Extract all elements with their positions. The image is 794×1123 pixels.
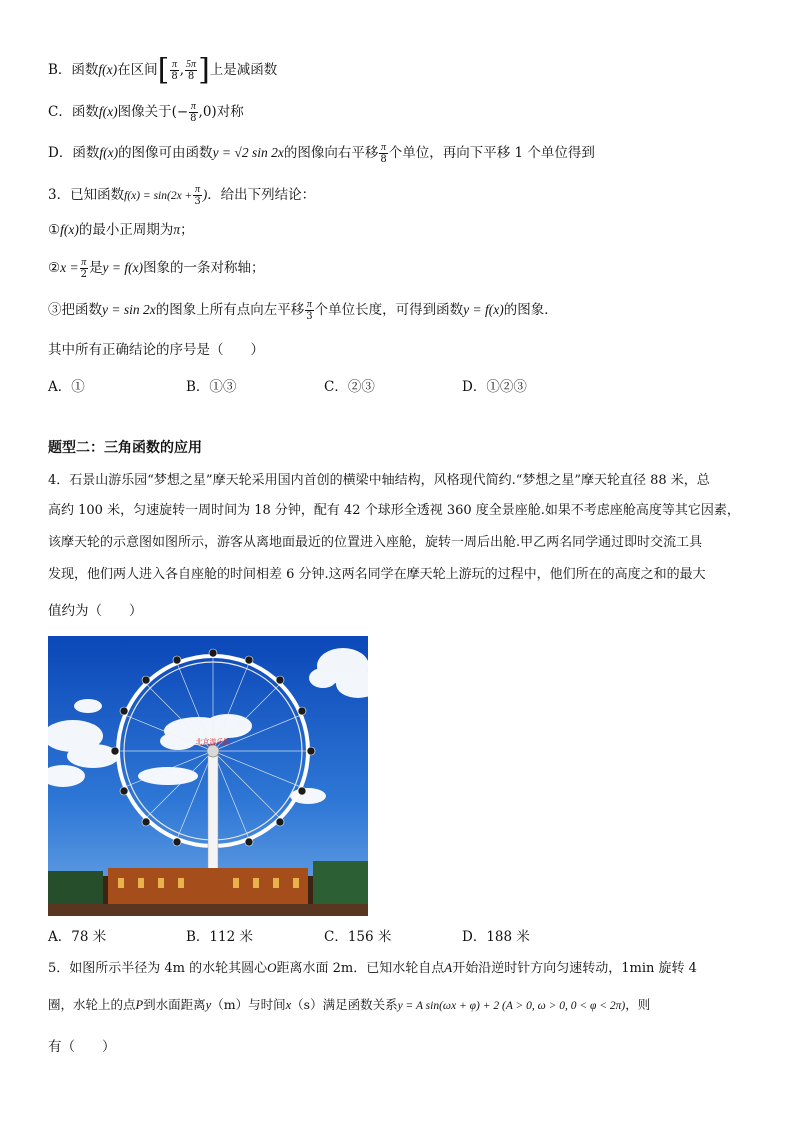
fraction-denominator: 3 xyxy=(194,196,201,207)
q3-stem-suffix: ．给出下列结论： xyxy=(207,187,316,203)
q3-option-d[interactable]: D．①②③ xyxy=(462,379,527,395)
q3-stem-expr: f(x) = sin(2x + xyxy=(124,190,193,202)
q3-c2-expr: x = xyxy=(60,260,79,275)
q4-option-d[interactable]: D．188 米 xyxy=(462,929,530,945)
q5-text-1b: 距离水面 2m．已知水轮自点 xyxy=(276,961,445,976)
fraction-numerator: 5π xyxy=(186,59,197,70)
q3-c3-expr2: y = f(x) xyxy=(463,302,504,317)
q3-c3-text3: 个单位长度，可得到函数 xyxy=(314,302,464,318)
q5-text-2b: 到水面距离 xyxy=(143,997,206,1012)
ferris-wheel-illustration xyxy=(48,636,368,916)
q2-option-b xyxy=(48,52,278,88)
q5-point-o: O xyxy=(267,960,277,975)
fraction-denominator: 8 xyxy=(190,113,197,124)
q3-option-a[interactable]: A．① xyxy=(48,379,85,395)
q3-c3-expr1: y = sin 2x xyxy=(102,302,156,317)
comma: , xyxy=(179,62,185,78)
fraction-denominator: 2 xyxy=(80,269,87,280)
q3-options xyxy=(48,377,600,397)
q3-conclusion-1 xyxy=(48,220,194,240)
fraction xyxy=(379,142,387,165)
fraction xyxy=(170,59,178,82)
q2-option-c-prefix: C．函数 xyxy=(48,104,99,120)
q5-text-1c: 开始沿逆时针方向匀速转动，1min 旋转 4 xyxy=(452,961,697,976)
fraction-numerator: π xyxy=(194,184,200,195)
q3-conclusion-3 xyxy=(48,299,558,322)
fraction-denominator: 3 xyxy=(306,311,313,322)
q2-option-c-point-open: (− xyxy=(171,104,189,120)
ferris-wheel-photo xyxy=(48,636,368,916)
q2-option-c-mid: 图像关于 xyxy=(117,104,172,120)
q5-var-x: x xyxy=(285,998,292,1012)
q3-stem xyxy=(48,184,315,207)
q3-c1-end: ； xyxy=(180,222,194,238)
q2-option-d-mid2: 的图像向右平移 xyxy=(283,145,379,161)
fraction xyxy=(80,257,88,280)
q3-c3-text2: 的图象上所有点向左平移 xyxy=(155,302,305,318)
q2-option-d-suffix: 个单位，再向下平移 1 个单位得到 xyxy=(388,145,595,161)
q2-option-d-mid: 的图像可由函数 xyxy=(118,145,213,161)
q2-option-d-func: f(x) xyxy=(99,145,119,160)
q3-stem-prefix: 3．已知函数 xyxy=(48,187,125,203)
fraction xyxy=(305,299,313,322)
q2-option-b-func: f(x) xyxy=(98,62,118,77)
q2-option-c-suffix: 对称 xyxy=(216,104,244,120)
q3-c2-mid: 是 xyxy=(88,260,103,276)
fraction-denominator: 8 xyxy=(187,71,195,82)
fraction xyxy=(189,101,197,124)
q2-option-b-suffix: 上是减函数 xyxy=(209,62,278,78)
q3-option-c[interactable]: C．②③ xyxy=(324,379,375,395)
q4-line-3: 该摩天轮的示意图如图所示，游客从离地面最近的位置进入座舱，旋转一周后出舱.甲乙两名同学通过即时交流工具 xyxy=(48,535,703,550)
q5-point-a: A xyxy=(444,960,453,975)
q3-c3-text1: 把函数 xyxy=(61,302,102,318)
q3-c3-text4: 的图象． xyxy=(503,302,558,318)
q4-option-b[interactable]: B．112 米 xyxy=(186,929,253,945)
q2-option-b-mid: 在区间 xyxy=(117,62,158,78)
fraction xyxy=(185,59,197,82)
q3-conclusion-2 xyxy=(48,257,265,280)
q5-point-p: P xyxy=(135,998,144,1012)
q5-text-2a: 圈，水轮上的点 xyxy=(48,997,136,1012)
fraction-numerator: π xyxy=(172,59,178,70)
circled-number: ② xyxy=(48,260,61,276)
q5-text-2c: （m）与时间 xyxy=(211,997,286,1012)
q2-option-b-prefix: B．函数 xyxy=(48,62,99,78)
q4-line-2: 高约 100 米，匀速旋转一周时间为 18 分钟，配有 42 个球形全透视 360 度全景座舱.如果不考虑座舱高度等其它因素， xyxy=(48,503,740,518)
section-heading: 题型二：三角函数的应用 xyxy=(48,440,202,456)
q4-option-c[interactable]: C．156 米 xyxy=(324,929,392,945)
q3-c2-expr2: y = f(x) xyxy=(102,260,144,275)
circled-number: ① xyxy=(48,222,61,238)
photo-sign: 北京游乐园 xyxy=(195,738,231,746)
open-bracket: [ xyxy=(157,52,170,88)
q3-c1-expr: f(x) xyxy=(60,222,79,237)
q3-c2-text: 图象的一条对称轴； xyxy=(143,260,265,276)
q3-ask: 其中所有正确结论的序号是（ ） xyxy=(48,342,264,358)
q3-option-b[interactable]: B．①③ xyxy=(186,379,237,395)
q5-var-y: y xyxy=(205,998,212,1012)
fraction-denominator: 8 xyxy=(380,154,387,165)
q4-line-5: 值约为（ ） xyxy=(48,603,143,619)
circled-number: ③ xyxy=(48,302,62,318)
q3-c1-text: 的最小正周期为 xyxy=(78,222,174,238)
q4-options xyxy=(48,927,600,947)
q2-option-d-prefix: D．函数 xyxy=(48,145,100,161)
q2-option-d-expr: y = √2 sin 2x xyxy=(212,145,284,160)
q5-text-1a: 5．如图所示半径为 4m 的水轮其圆心 xyxy=(48,961,268,976)
q4-line-4: 发现，他们两人进入各自座舱的时间相差 6 分钟.这两名同学在摩天轮上游玩的过程中，他们所在的高度之和的最大 xyxy=(48,567,706,582)
q2-option-c-point-close: ,0) xyxy=(198,104,217,120)
q2-option-d xyxy=(48,142,595,165)
fraction-numerator: π xyxy=(81,257,87,268)
q3-stem-close: ) xyxy=(202,187,208,202)
q5-line-1 xyxy=(48,958,697,979)
q5-text-2d: （s）满足函数关系 xyxy=(291,997,398,1012)
q5-formula: y = A sin(ωx + φ) + 2 (A > 0, ω > 0, 0 < φ < 2π) xyxy=(397,1000,626,1012)
q2-option-c-func: f(x) xyxy=(98,104,118,119)
close-bracket: ] xyxy=(198,52,210,88)
q2-option-c xyxy=(48,101,244,124)
q4-option-a[interactable]: A．78 米 xyxy=(48,929,107,945)
fraction-numerator: π xyxy=(190,101,196,112)
fraction-numerator: π xyxy=(306,299,312,310)
q3-c1-pi: π xyxy=(173,222,181,237)
fraction-denominator: 8 xyxy=(171,71,178,82)
q5-line-3: 有（ ） xyxy=(48,1039,116,1055)
q4-line-1: 4．石景山游乐园“梦想之星”摩天轮采用国内首创的横梁中轴结构，风格现代简约.“梦想之星”摩天轮直径 88 米，总 xyxy=(48,473,710,488)
fraction-numerator: π xyxy=(381,142,387,153)
q5-text-2e: ，则 xyxy=(625,997,651,1012)
fraction xyxy=(193,184,201,207)
q5-line-2 xyxy=(48,995,650,1016)
